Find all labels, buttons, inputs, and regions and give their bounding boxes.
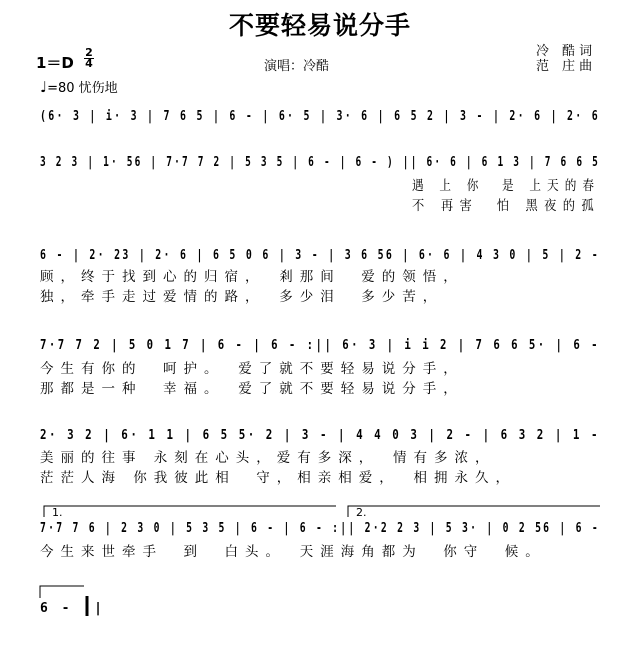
volta-2-label: 2. xyxy=(356,506,367,519)
ending-bracket xyxy=(40,586,84,598)
singer-credit: 演唱：冷酷 xyxy=(264,59,330,74)
lyric-line-verse-1: 今生来世牵手 到 白头。 天涯海角都为 你守 候。 xyxy=(40,544,546,560)
tempo-bpm: =80 xyxy=(47,81,75,96)
time-signature-bottom: 4 xyxy=(85,57,93,70)
melody-line: 6 - || xyxy=(40,601,105,616)
volta-1-label: 1. xyxy=(52,506,63,519)
lyric-line-verse-1: 今生有你的 呵护。 爱了就不要轻易说分手， xyxy=(40,361,464,377)
score-system-6 xyxy=(40,506,600,560)
lyric-line-verse-1: 美丽的往事 永刻在心头，爱有多深， 情有多浓， xyxy=(40,450,496,466)
melody-line: 7·7 7 6 | 2 3 0 | 5 3 5 | 6 - | 6 - :|| 2·2 2 3 | 5 3· | 0 2 56 | 6 - xyxy=(40,521,600,536)
lyric-line-verse-1: 顾，终于找到心的归宿， 剎那间 爱的领悟， xyxy=(40,269,464,285)
key-signature: 1＝D xyxy=(36,54,74,72)
melody-line: 7·7 7 2 | 5 0 1 7 | 6 - | 6 - :|| 6· 3 | i i 2 | 7 6 6 5· | 6 - xyxy=(40,338,600,353)
tempo-mood: 忧伤地 xyxy=(78,81,118,96)
score-system-7 xyxy=(40,586,105,616)
lyric-line-verse-2: 独，牵手走过爱情的路， 多少泪 多少苦， xyxy=(40,289,444,305)
composer-credit: 范 庄 曲 xyxy=(536,59,593,74)
score-system-2 xyxy=(40,155,620,214)
melody-line: (6· 3 | i· 3 | 7 6 5 | 6 - | 6· 5 | 3· 6 | 6 5 2 | 3 - | 2· 6 | 2· 6 xyxy=(40,109,600,124)
score-system-3 xyxy=(40,248,600,305)
song-title: 不要轻易说分手 xyxy=(228,11,411,40)
lyric-line-verse-2: 茫茫人海 你我彼此相 守，相亲相爱， 相拥永久， xyxy=(40,470,517,486)
lyric-line-verse-1: 遇 上 你 是 上天的春 xyxy=(412,178,600,194)
time-signature-top: 2 xyxy=(85,46,93,59)
lyric-line-verse-2: 那都是一种 幸福。 爱了就不要轻易说分手， xyxy=(40,381,464,397)
score-system-4 xyxy=(40,338,600,397)
volta-2-bracket xyxy=(348,506,600,517)
score-system-5 xyxy=(40,428,600,486)
melody-line: 6 - | 2· 23 | 2· 6 | 6 5 0 6 | 3 - | 3 6 56 | 6· 6 | 4 3 0 | 5 | 2 - xyxy=(40,248,600,263)
score-system-1 xyxy=(40,109,600,124)
lyric-line-verse-2: 不 再害 怕 黑夜的孤 xyxy=(412,198,620,214)
quarter-note-icon: ♩ xyxy=(40,78,48,96)
melody-line: 2· 3 2 | 6· 1 1 | 6 5 5· 2 | 3 - | 4 4 0 3 | 2 - | 6 3 2 | 1 - xyxy=(40,428,600,443)
melody-line: 3 2 3 | 1· 56 | 7·7 7 2 | 5 3 5 | 6 - | 6 - ) || 6· 6 | 6 1 3 | 7 6 6 5 xyxy=(40,155,600,170)
volta-1-bracket xyxy=(44,506,336,517)
lyricist-credit: 冷 酷 词 xyxy=(536,44,593,59)
